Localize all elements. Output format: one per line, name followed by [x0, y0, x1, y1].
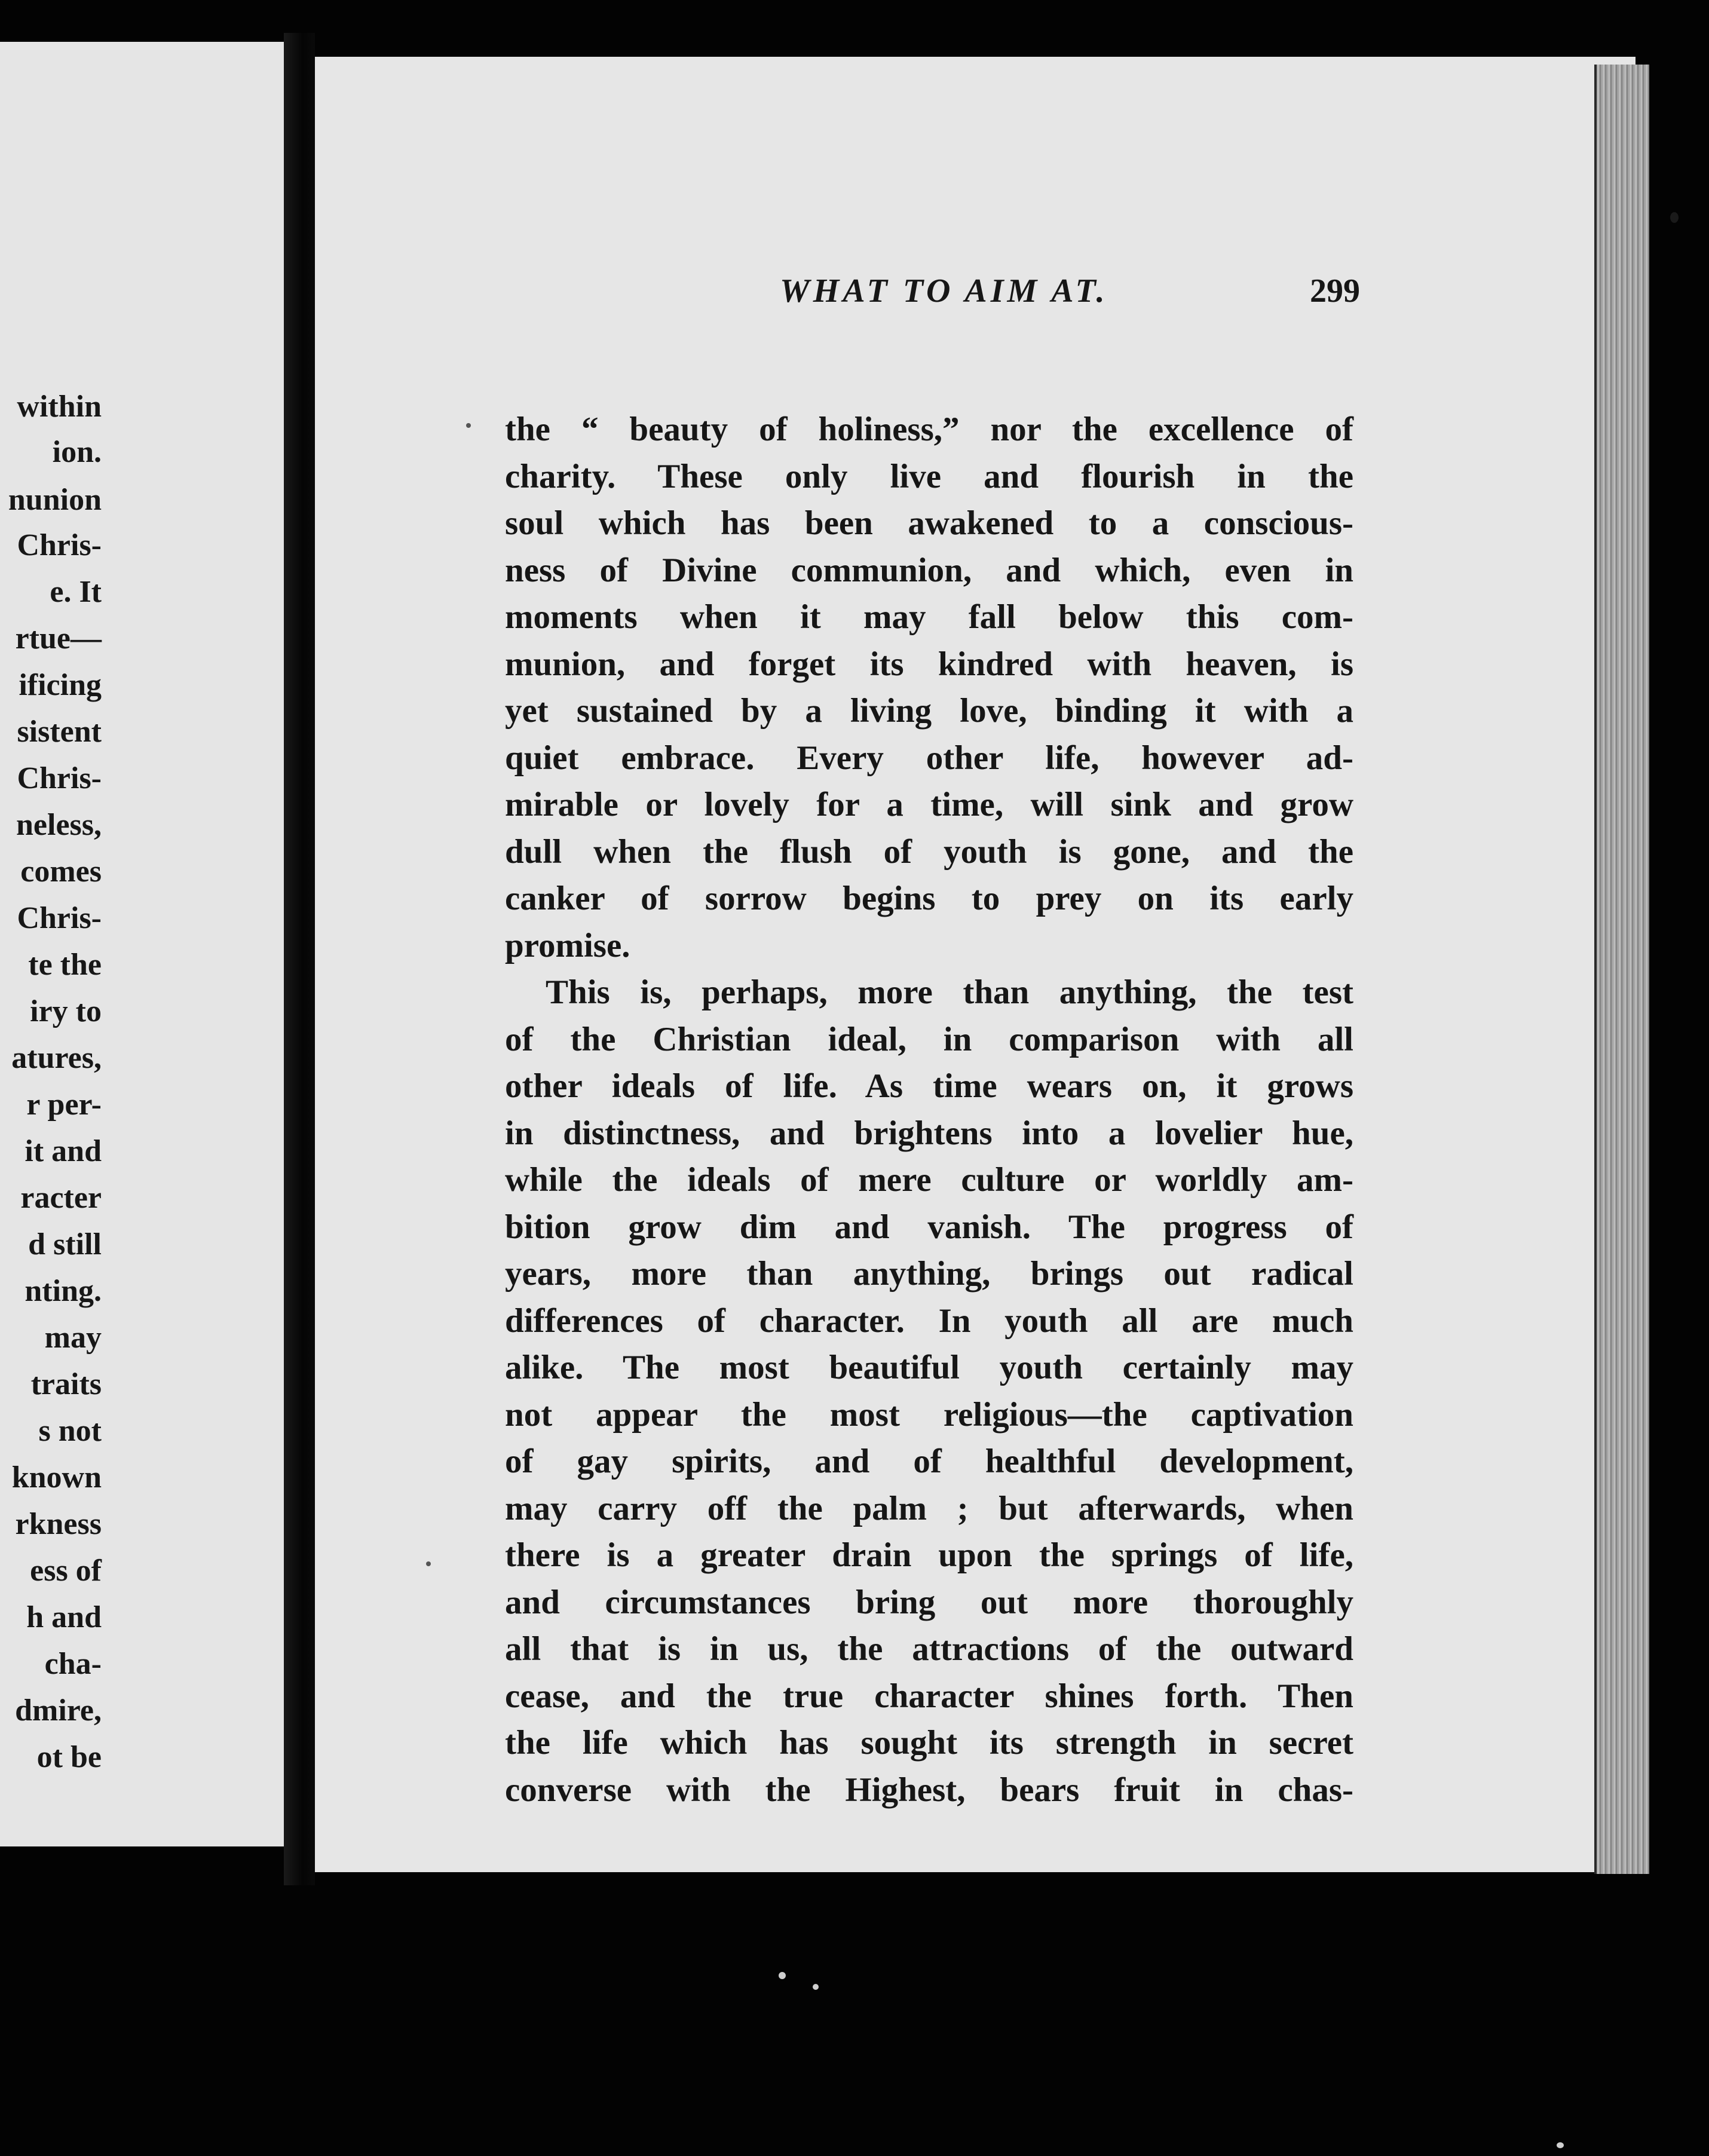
text-line: not appear the most religious—the captivation	[505, 1395, 1353, 1434]
text-line: yet sustained by a living love, binding it with a	[505, 692, 1353, 730]
left-text-line: dmire,	[15, 1693, 102, 1728]
page-number: 299	[1310, 272, 1360, 310]
left-text-line: nunion	[8, 483, 102, 517]
text-line: cease, and the true character shines forth. Then	[505, 1677, 1353, 1715]
body-text	[505, 406, 1353, 1814]
left-text-line: Chris-	[17, 761, 102, 795]
left-text-line: cha-	[44, 1647, 102, 1681]
left-text-line: comes	[20, 855, 102, 889]
text-line: of the Christian ideal, in comparison with all	[505, 1020, 1353, 1058]
left-text-line: known	[11, 1460, 102, 1494]
scan-speck	[779, 1972, 786, 1979]
left-page	[0, 42, 284, 1846]
text-line: converse with the Highest, bears fruit in chas-	[505, 1771, 1353, 1809]
text-line: may carry off the palm ; but afterwards, when	[505, 1489, 1353, 1527]
left-text-line: traits	[30, 1367, 102, 1401]
left-text-line: racter	[20, 1181, 102, 1215]
scan-speck	[1670, 212, 1679, 223]
left-text-line: rkness	[15, 1507, 102, 1541]
text-line: of gay spirits, and of healthful development,	[505, 1443, 1353, 1480]
left-page-text	[0, 42, 284, 1846]
text-line: This is, perhaps, more than anything, the test	[546, 973, 1353, 1011]
left-text-line: neless,	[16, 808, 102, 842]
book-gutter	[284, 33, 315, 1885]
text-line: canker of sorrow begins to prey on its early	[505, 880, 1353, 917]
text-line: other ideals of life. As time wears on, it grows	[505, 1067, 1353, 1105]
running-title: WHAT TO AIM AT.	[780, 272, 1108, 310]
left-text-line: ot be	[36, 1740, 102, 1774]
text-line: in distinctness, and brightens into a lovelier hue,	[505, 1114, 1353, 1152]
left-text-line: Chris-	[17, 901, 102, 935]
left-text-line: h and	[26, 1600, 102, 1634]
text-line: promise.	[505, 926, 630, 964]
left-text-line: sistent	[17, 715, 102, 749]
text-line: all that is in us, the attractions of the outward	[505, 1630, 1353, 1668]
left-text-line: Chris-	[17, 528, 102, 562]
left-text-line: may	[44, 1321, 102, 1355]
running-head	[449, 272, 1360, 320]
text-line: quiet embrace. Every other life, however ad-	[505, 739, 1353, 777]
left-text-line: atures,	[11, 1041, 102, 1075]
scan-speck	[813, 1984, 819, 1990]
text-line: bition grow dim and vanish. The progress of	[505, 1208, 1353, 1246]
text-line: there is a greater drain upon the springs of life,	[505, 1536, 1353, 1574]
text-line: the life which has sought its strength in secret	[505, 1724, 1353, 1762]
text-line: charity. These only live and flourish in the	[505, 457, 1353, 495]
left-text-line: ificing	[19, 668, 102, 702]
text-line: the “ beauty of holiness,” nor the excellence of	[505, 411, 1353, 448]
text-line: differences of character. In youth all are much	[505, 1301, 1353, 1340]
left-text-line: s not	[38, 1414, 102, 1448]
text-line: soul which has been awakened to a conscious-	[505, 504, 1353, 542]
text-line: years, more than anything, brings out radical	[505, 1255, 1353, 1293]
text-line: ness of Divine communion, and which, even in	[505, 551, 1353, 589]
text-line: moments when it may fall below this com-	[505, 598, 1353, 636]
scan-speck	[1557, 2142, 1564, 2148]
scan-speck	[466, 423, 471, 428]
left-text-line: within	[17, 390, 102, 424]
left-text-line: e. It	[50, 575, 102, 609]
left-text-line: it and	[24, 1134, 102, 1168]
left-text-line: ess of	[30, 1554, 102, 1588]
scan-speck	[426, 1561, 431, 1566]
left-text-line: r per-	[26, 1088, 102, 1122]
left-text-line: iry to	[30, 994, 102, 1028]
text-line: dull when the flush of youth is gone, and the	[505, 832, 1353, 871]
text-line: alike. The most beautiful youth certainly may	[505, 1349, 1353, 1386]
left-text-line: ion.	[52, 435, 102, 469]
page-edge	[1594, 65, 1649, 1874]
text-line: while the ideals of mere culture or worldly am-	[505, 1161, 1353, 1199]
left-text-line: rtue—	[15, 621, 102, 656]
left-text-line: d still	[28, 1227, 102, 1261]
text-line: and circumstances bring out more thoroughly	[505, 1583, 1353, 1621]
text-line: mirable or lovely for a time, will sink and grow	[505, 786, 1353, 823]
left-text-line: te the	[28, 948, 102, 982]
left-text-line: nting.	[24, 1274, 102, 1308]
text-line: munion, and forget its kindred with heaven, is	[505, 645, 1353, 683]
